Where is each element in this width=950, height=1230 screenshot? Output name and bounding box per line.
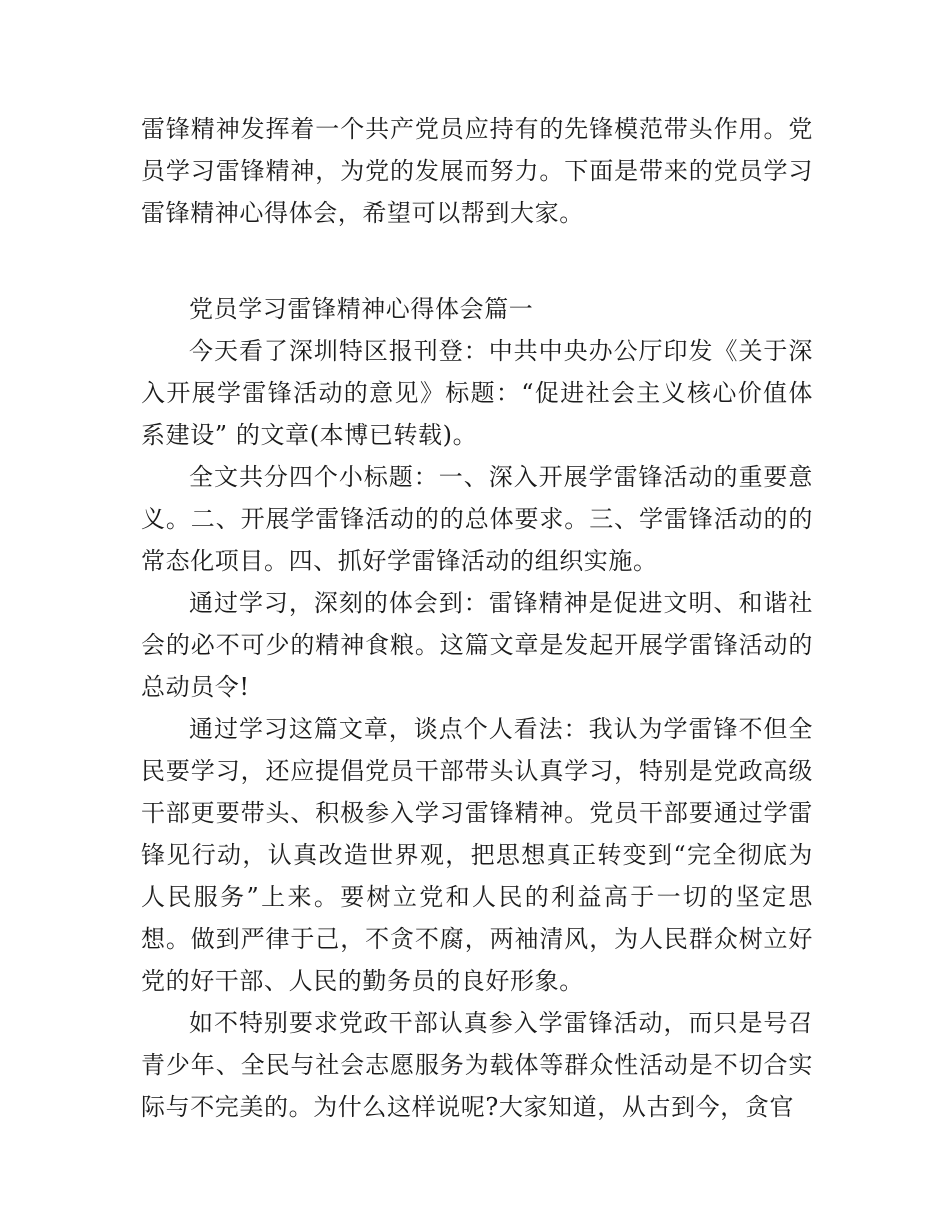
body-paragraph-3: 通过学习，深刻的体会到：雷锋精神是促进文明、和谐社会的必不可少的精神食粮。这篇文章是发起开展学雷锋活动的总动员令! (141, 589, 813, 701)
body-paragraph-1: 今天看了深圳特区报刊登：中共中央办公厅印发《关于深入开展学雷锋活动的意见》标题：“促进社会主义核心价值体系建设” 的文章(本博已转载)。 (141, 337, 813, 449)
intro-paragraph: 雷锋精神发挥着一个共产党员应持有的先锋模范带头作用。党员学习雷锋精神，为党的发展而努力。下面是带来的党员学习雷锋精神心得体会，希望可以帮到大家。 (141, 115, 813, 227)
body-paragraph-2: 全文共分四个小标题：一、深入开展学雷锋活动的重要意义。二、开展学雷锋活动的的总体要求。三、学雷锋活动的的常态化项目。四、抓好学雷锋活动的组织实施。 (141, 463, 813, 575)
body-paragraph-4: 通过学习这篇文章，谈点个人看法：我认为学雷锋不但全民要学习，还应提倡党员干部带头认真学习，特别是党政高级干部更要带头、积极参入学习雷锋精神。党员干部要通过学雷锋见行动，认真改造世界观，把思想真正转变到“完全彻底为人民服务”上来。要树立党和人民的利益高于一切的坚定思想。做到严律于己，不贪不腐，两袖清风，为人民群众树立好党的好干部、人民的勤务员的良好形象。 (141, 715, 813, 995)
section-title: 党员学习雷锋精神心得体会篇一 (189, 295, 534, 323)
body-paragraph-5: 如不特别要求党政干部认真参入学雷锋活动，而只是号召青少年、全民与社会志愿服务为载体等群众性活动是不切合实际与不完美的。为什么这样说呢?大家知道，从古到今，贪官 (141, 1009, 813, 1121)
document-body (141, 108, 813, 1128)
